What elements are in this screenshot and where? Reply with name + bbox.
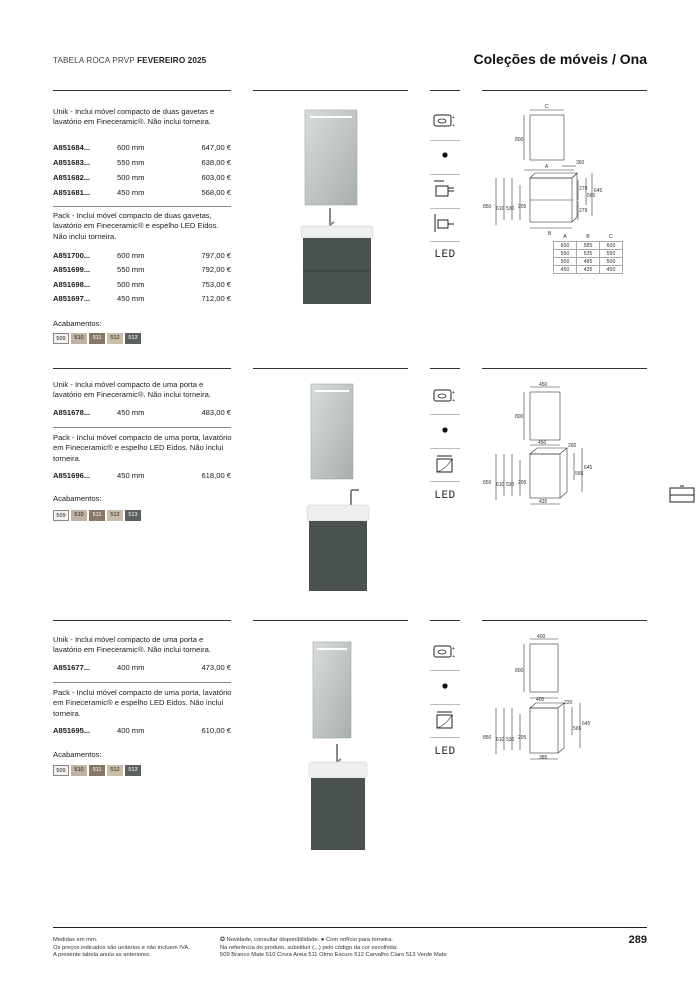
- swatch-510: 510: [71, 510, 87, 521]
- product-price: 473,00 €: [201, 663, 231, 672]
- dim-565: 565: [573, 726, 582, 732]
- table-row: [53, 408, 231, 420]
- divider: [53, 90, 231, 91]
- product-image-one-door-450: [253, 378, 408, 593]
- product-size: 400 mm: [117, 726, 145, 735]
- svg-text:+: +: [452, 123, 455, 129]
- dimension-table: A B C 600 585 600 550 535 550 500 485 500 450 435 450: [553, 233, 623, 274]
- divider: [430, 90, 460, 91]
- dim-645: 645: [594, 188, 603, 194]
- tap-hole-dot-icon: [430, 672, 460, 700]
- product-code: A851699...: [53, 265, 91, 274]
- swatch-511: 511: [89, 765, 105, 776]
- footer-line: A presente tabela anula as anteriores.: [53, 952, 151, 959]
- tap-hole-dot-icon: [430, 141, 460, 169]
- swatch-512: 512: [107, 765, 123, 776]
- product-price: 712,00 €: [201, 294, 231, 303]
- product-price: 647,00 €: [201, 143, 231, 152]
- dim-b: 385: [539, 755, 548, 761]
- divider: [430, 174, 460, 175]
- svg-text:+: +: [452, 654, 455, 660]
- product-image-one-door-400: [253, 632, 408, 852]
- dim-610: 610: [496, 482, 505, 488]
- product-code: A851697...: [53, 294, 91, 303]
- washbasin-icon: [430, 638, 460, 666]
- divider: [430, 208, 460, 209]
- divider: [430, 241, 460, 242]
- dim-530: 530: [506, 737, 515, 743]
- swatch-512: 512: [107, 333, 123, 344]
- washbasin-icon: [430, 382, 460, 410]
- footer-line: Na referência do produto, substituir (...) pelo código da cor escolhida:: [220, 944, 398, 951]
- product-price: 610,00 €: [201, 726, 231, 735]
- product-code: A851696...: [53, 471, 91, 480]
- drawer-icon: [430, 175, 460, 203]
- product-size: 450 mm: [117, 408, 145, 417]
- product-size: 450 mm: [117, 188, 145, 197]
- product-code: A851698...: [53, 280, 91, 289]
- dim-b: 435: [539, 499, 548, 505]
- dim-top: 450: [539, 382, 548, 388]
- page-title: Coleções de móveis / Ona: [473, 51, 647, 67]
- unik-description: Unik - Inclui móvel compacto de duas gavetas e lavatório em Fineceramic®. Não inclui torneira.: [53, 107, 215, 127]
- divider: [482, 90, 647, 91]
- dim-b: B: [548, 231, 552, 237]
- footer-line: 509 Branco Mate 510 Cinza Areia 511 Olmo Escuro 512 Carvalho Claro 513 Verde Mate: [220, 952, 447, 959]
- product-size: 500 mm: [117, 280, 145, 289]
- dim-205: 205: [518, 204, 527, 210]
- swatch-510: 510: [71, 765, 87, 776]
- divider: [253, 620, 408, 621]
- product-size: 600 mm: [117, 143, 145, 152]
- dim-205: 205: [518, 735, 527, 741]
- divider: [482, 368, 647, 369]
- led-icon: LED: [434, 249, 456, 261]
- footer-divider: [53, 927, 647, 928]
- product-price: 638,00 €: [201, 158, 231, 167]
- swatch-511: 511: [89, 510, 105, 521]
- header-left: [53, 56, 206, 65]
- dim-610: 610: [496, 737, 505, 743]
- table-row: [53, 471, 231, 483]
- product-size: 550 mm: [117, 158, 145, 167]
- svg-text:+: +: [452, 115, 455, 121]
- table-row: [53, 188, 231, 200]
- product-size: 550 mm: [117, 265, 145, 274]
- wall-hung-icon: [430, 209, 460, 237]
- dim-645: 645: [582, 721, 591, 727]
- product-size: 500 mm: [117, 173, 145, 182]
- dim-800: 800: [515, 137, 524, 143]
- door-icon: [430, 450, 460, 478]
- table-row: [53, 251, 231, 263]
- table-row: [53, 726, 231, 738]
- divider: [430, 140, 460, 141]
- footer-line: Os preços indicados são unitários e não incluem IVA.: [53, 944, 190, 951]
- finishes-label: Acabamentos:: [53, 319, 102, 328]
- product-price: 753,00 €: [201, 280, 231, 289]
- col-b: B: [586, 234, 590, 240]
- swatch-510: 510: [71, 333, 87, 344]
- dim-279a: 279: [579, 186, 588, 192]
- dim-a: 450: [538, 440, 547, 446]
- dim-530: 530: [506, 482, 515, 488]
- divider: [430, 448, 460, 449]
- divider: [430, 737, 460, 738]
- product-price: 797,00 €: [201, 251, 231, 260]
- dim-279b: 279: [579, 208, 588, 214]
- dim-850: 850: [483, 480, 492, 486]
- divider: [430, 481, 460, 482]
- footer-legend: [220, 937, 447, 960]
- dim-645: 645: [584, 465, 593, 471]
- dim-depth: 360: [576, 160, 585, 166]
- dim-depth: 220: [564, 700, 573, 706]
- dim-565: 565: [575, 471, 584, 477]
- svg-text:+: +: [452, 390, 455, 396]
- dim-610: 610: [496, 206, 505, 212]
- product-code: A851700...: [53, 251, 91, 260]
- product-size: 450 mm: [117, 294, 145, 303]
- product-price: 792,00 €: [201, 265, 231, 274]
- col-a: A: [563, 234, 567, 240]
- product-code: A851678...: [53, 408, 91, 417]
- finishes-label: Acabamentos:: [53, 494, 102, 503]
- table-row: [53, 663, 231, 675]
- pack-description: Pack - Inclui móvel compacto de duas gavetas, lavatório em Fineceramic® e espelho LED Eidos. Não inclui torneira.: [53, 211, 219, 241]
- divider: [253, 90, 408, 91]
- svg-text:+: +: [452, 646, 455, 652]
- dim-800: 800: [515, 668, 524, 674]
- table-row: [53, 280, 231, 292]
- swatch-509: 509: [53, 510, 69, 521]
- dim-depth: 260: [568, 443, 577, 449]
- table-row: [53, 173, 231, 185]
- swatch-509: 509: [53, 765, 69, 776]
- led-icon: LED: [434, 490, 456, 502]
- dim-a: A: [545, 164, 549, 170]
- cabinet-tab-icon: [668, 484, 696, 506]
- product-code: A851681...: [53, 188, 91, 197]
- table-row: [53, 158, 231, 170]
- pack-description: Pack - Inclui móvel compacto de uma porta, lavatório em Fineceramic® e espelho LED Eidos. Não inclui torneira.: [53, 433, 232, 463]
- footer-line: ✪ Novidade, consultar disponibilidade. ● Com orifício para torneira.: [220, 937, 394, 943]
- dimension-drawing-2: [482, 378, 647, 513]
- divider: [430, 670, 460, 671]
- product-code: A851682...: [53, 173, 91, 182]
- dim-a: 400: [536, 697, 545, 703]
- swatch-513: 513: [125, 510, 141, 521]
- table-row: [53, 294, 231, 306]
- product-image-two-drawer: [253, 100, 408, 310]
- led-icon: LED: [434, 746, 456, 758]
- product-price: 568,00 €: [201, 188, 231, 197]
- product-size: 450 mm: [117, 471, 145, 480]
- divider: [430, 704, 460, 705]
- dimension-drawing-3: [482, 632, 647, 767]
- product-code: A851684...: [53, 143, 91, 152]
- dim-850: 850: [483, 204, 492, 210]
- unik-description: Unik - Inclui móvel compacto de uma porta e lavatório em Fineceramic®. Não inclui torneira.: [53, 380, 211, 400]
- product-price: 603,00 €: [201, 173, 231, 182]
- dim-800: 800: [515, 414, 524, 420]
- swatch-513: 513: [125, 765, 141, 776]
- door-icon: [430, 706, 460, 734]
- header-date: FEVEREIRO 2025: [137, 56, 207, 65]
- divider: [53, 682, 231, 683]
- divider: [430, 620, 460, 621]
- svg-text:+: +: [452, 398, 455, 404]
- product-price: 483,00 €: [201, 408, 231, 417]
- divider: [53, 206, 231, 207]
- divider: [53, 427, 231, 428]
- swatch-513: 513: [125, 333, 141, 344]
- dim-205: 205: [518, 480, 527, 486]
- table-row: [53, 143, 231, 155]
- tap-hole-dot-icon: [430, 416, 460, 444]
- swatch-512: 512: [107, 510, 123, 521]
- product-size: 400 mm: [117, 663, 145, 672]
- divider: [253, 368, 408, 369]
- divider: [53, 368, 231, 369]
- header-prefix: TABELA ROCA PRVP: [53, 56, 135, 65]
- product-code: A851677...: [53, 663, 91, 672]
- swatch-509: 509: [53, 333, 69, 344]
- dim-530: 530: [506, 206, 515, 212]
- dim-c: C: [545, 104, 549, 110]
- page-number: 289: [628, 934, 647, 946]
- swatch-511: 511: [89, 333, 105, 344]
- footer-line: Medidas em mm.: [53, 937, 98, 943]
- dim-top: 400: [537, 634, 546, 640]
- col-c: C: [609, 234, 613, 240]
- divider: [430, 368, 460, 369]
- product-size: 600 mm: [117, 251, 145, 260]
- product-price: 618,00 €: [201, 471, 231, 480]
- divider: [53, 620, 231, 621]
- table-row: [53, 265, 231, 277]
- product-code: A851695...: [53, 726, 91, 735]
- finishes-label: Acabamentos:: [53, 750, 102, 759]
- washbasin-icon: [430, 107, 460, 135]
- footer-notes: [53, 937, 190, 960]
- divider: [430, 414, 460, 415]
- divider: [482, 620, 647, 621]
- unik-description: Unik - Inclui móvel compacto de uma porta e lavatório em Fineceramic®. Não inclui torneira.: [53, 635, 211, 655]
- dim-565: 565: [587, 193, 596, 199]
- dim-850: 850: [483, 735, 492, 741]
- product-code: A851683...: [53, 158, 91, 167]
- pack-description: Pack - Inclui móvel compacto de uma porta, lavatório em Fineceramic® e espelho LED Eidos. Não inclui torneira.: [53, 688, 232, 718]
